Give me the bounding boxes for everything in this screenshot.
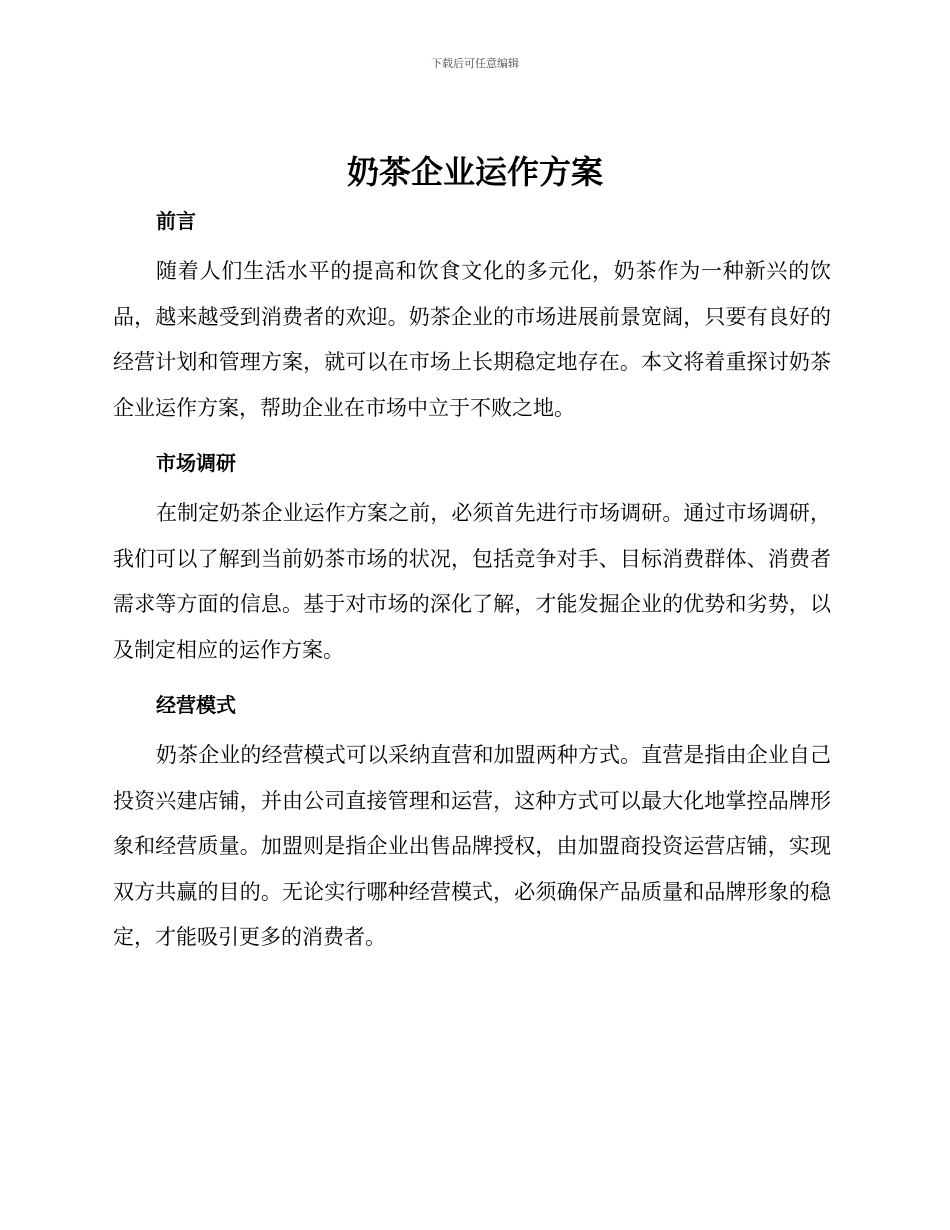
section-heading: 市场调研 xyxy=(156,451,236,475)
document-body xyxy=(113,203,831,961)
section-heading: 经营模式 xyxy=(156,693,236,717)
section-paragraph: 奶茶企业的经营模式可以采纳直营和加盟两种方式。直营是指由企业自己投资兴建店铺，并由公司直接管理和运营，这种方式可以最大化地掌控品牌形象和经营质量。加盟则是指企业出售品牌授权，由加盟商投资运营店铺，实现双方共赢的目的。无论实行哪种经营模式，必须确保产品质量和品牌形象的稳定，才能吸引更多的消费者。 xyxy=(113,743,831,949)
document-title: 奶茶企业运作方案 xyxy=(346,153,603,191)
section-business-model xyxy=(113,687,831,961)
section-paragraph: 在制定奶茶企业运作方案之前，必须首先进行市场调研。通过市场调研，我们可以了解到当前奶茶市场的状况，包括竞争对手、目标消费群体、消费者需求等方面的信息。基于对市场的深化了解，才能发掘企业的优势和劣势，以及制定相应的运作方案。 xyxy=(113,501,831,662)
section-preface xyxy=(113,203,831,431)
header-note: 下载后可任意编辑 xyxy=(431,57,519,70)
section-heading: 前言 xyxy=(156,209,196,233)
section-paragraph: 随着人们生活水平的提高和饮食文化的多元化，奶茶作为一种新兴的饮品，越来越受到消费者的欢迎。奶茶企业的市场进展前景宽阔，只要有良好的经营计划和管理方案，就可以在市场上长期稳定地存在。本文将着重探讨奶茶企业运作方案，帮助企业在市场中立于不败之地。 xyxy=(113,259,831,420)
section-market-research xyxy=(113,445,831,673)
